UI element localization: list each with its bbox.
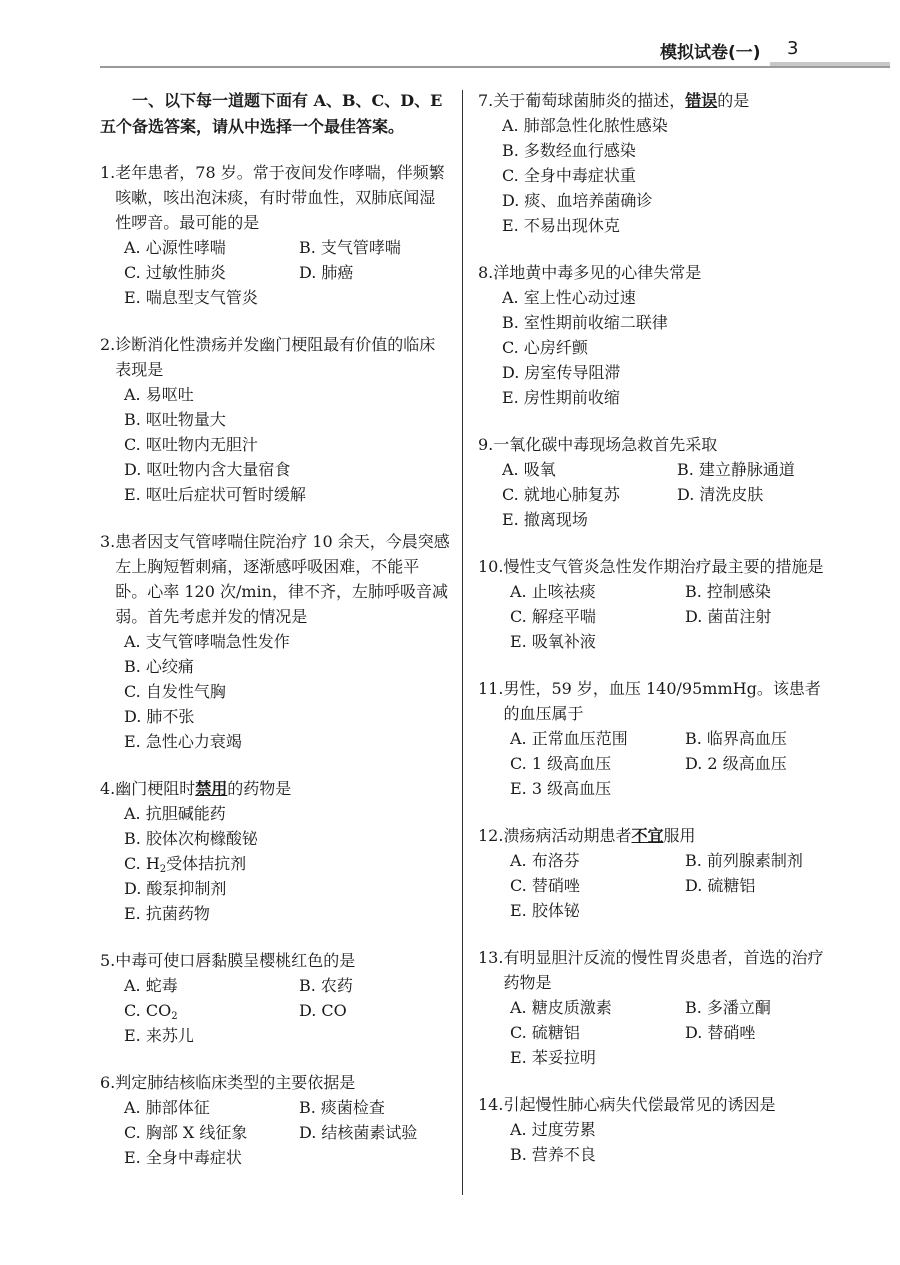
- question-2: [100, 332, 450, 507]
- header-title: 模拟试卷(一): [660, 43, 761, 63]
- option-e: E. 房性期前收缩: [502, 388, 620, 407]
- option-d: D. 酸泵抑制剂: [124, 879, 227, 898]
- question-1: [100, 160, 450, 310]
- option-e: E. 喘息型支气管炎: [124, 288, 258, 307]
- option-b: B. 控制感染: [685, 582, 771, 601]
- stem-emphasis: 禁用: [195, 779, 228, 798]
- question-stem: 洋地黄中毒多见的心律失常是: [493, 263, 702, 282]
- option-c: [124, 998, 299, 1023]
- option-a: A. 心源性哮喘: [124, 238, 226, 257]
- option-a: A. 肺部体征: [124, 1098, 210, 1117]
- option-a: A. 室上性心动过速: [502, 288, 636, 307]
- stem-part: 服用: [663, 826, 696, 845]
- option-a: A. 布洛芬: [510, 851, 580, 870]
- question-stem: 中毒可使口唇黏膜呈樱桃红色的是: [115, 951, 356, 970]
- option-e: E. 全身中毒症状: [124, 1148, 242, 1167]
- stem-part: 幽门梗阻时: [115, 779, 196, 798]
- option-d: D. 肺不张: [124, 707, 195, 726]
- question-10: [478, 554, 828, 654]
- question-5: [100, 948, 450, 1048]
- option-b: B. 胶体次枸橼酸铋: [124, 829, 258, 848]
- option-c: C. 全身中毒症状重: [502, 166, 636, 185]
- option-b: B. 多数经血行感染: [502, 141, 636, 160]
- option-a: A. 蛇毒: [124, 976, 178, 995]
- option-c: C. 替硝唑: [510, 876, 580, 895]
- option-d: D. 2 级高血压: [685, 754, 787, 773]
- section-instruction: 一、以下每一道题下面有 A、B、C、D、E 五个备选答案，请从中选择一个最佳答案。: [100, 91, 443, 136]
- stem-part: 的是: [717, 91, 750, 110]
- option-d: D. 硫糖铝: [685, 876, 756, 895]
- question-stem: 引起慢性肺心病失代偿最常见的诱因是: [503, 1095, 776, 1114]
- right-column: [478, 88, 828, 1189]
- option-e: E. 3 级高血压: [510, 779, 612, 798]
- option-e: E. 急性心力衰竭: [124, 732, 242, 751]
- question-stem: 诊断消化性溃疡并发幽门梗阻最有价值的临床表现是: [115, 335, 436, 379]
- option-b: B. 临界高血压: [685, 729, 787, 748]
- stem-emphasis: 错误: [685, 91, 718, 110]
- question-stem: 慢性支气管炎急性发作期治疗最主要的措施是: [503, 557, 824, 576]
- option-e: E. 不易出现休克: [502, 216, 620, 235]
- option-b: B. 农药: [299, 976, 353, 995]
- page-number: 3: [787, 38, 799, 59]
- option-b: B. 呕吐物量大: [124, 410, 226, 429]
- stem-part: 的药物是: [227, 779, 292, 798]
- question-stem: 有明显胆汁反流的慢性胃炎患者，首选的治疗药物是: [503, 948, 824, 992]
- stem-part: 溃疡病活动期患者: [503, 826, 632, 845]
- question-11: [478, 676, 828, 801]
- stem-part: 关于葡萄球菌肺炎的描述，: [493, 91, 686, 110]
- question-stem: [503, 823, 828, 848]
- option-c: C. 心房纤颤: [502, 338, 588, 357]
- option-e: E. 胶体铋: [510, 901, 580, 920]
- option-c: C. 就地心肺复苏: [502, 485, 620, 504]
- option-a: A. 支气管哮喘急性发作: [124, 632, 290, 651]
- option-d: D. 菌苗注射: [685, 607, 772, 626]
- question-stem: 男性，59 岁，血压 140/95mmHg。该患者的血压属于: [503, 679, 821, 723]
- option-b: B. 心绞痛: [124, 657, 194, 676]
- option-d: D. 结核菌素试验: [299, 1123, 418, 1142]
- option-b: B. 多潘立酮: [685, 998, 771, 1017]
- subscript: 2: [171, 1011, 178, 1022]
- option-b: B. 建立静脉通道: [677, 460, 795, 479]
- option-e: E. 吸氧补液: [510, 632, 596, 651]
- question-9: [478, 432, 828, 532]
- question-stem: [493, 88, 828, 113]
- question-number: 4.: [100, 779, 116, 798]
- option-d: D. 痰、血培养菌确诊: [502, 191, 653, 210]
- question-stem: 老年患者，78 岁。常于夜间发作哮喘，伴频繁咳嗽，咳出泡沫痰，有时带血性，双肺底闻湿性啰音。最可能的是: [115, 163, 445, 232]
- question-number: 2.: [100, 335, 116, 354]
- question-number: 12.: [478, 826, 504, 845]
- question-number: 5.: [100, 951, 116, 970]
- question-number: 14.: [478, 1095, 504, 1114]
- option-a: A. 肺部急性化脓性感染: [502, 116, 668, 135]
- option-d: D. 房室传导阻滞: [502, 363, 621, 382]
- option-a: A. 过度劳累: [510, 1120, 596, 1139]
- option-e: E. 抗菌药物: [124, 904, 210, 923]
- option-text: C. CO: [124, 1001, 172, 1020]
- question-13: [478, 945, 828, 1070]
- question-stem: 一氧化碳中毒现场急救首先采取: [493, 435, 718, 454]
- option-d: D. CO: [299, 1001, 347, 1020]
- option-c: C. 1 级高血压: [510, 754, 612, 773]
- question-number: 13.: [478, 948, 504, 967]
- question-stem: [115, 776, 450, 801]
- question-14: [478, 1092, 828, 1167]
- option-c: C. 自发性气胸: [124, 682, 226, 701]
- question-number: 9.: [478, 435, 494, 454]
- option-d: D. 呕吐物内含大量宿食: [124, 460, 291, 479]
- option-e: E. 来苏儿: [124, 1026, 194, 1045]
- option-c: C. 胸部 X 线征象: [124, 1123, 248, 1142]
- option-a: A. 糖皮质激素: [510, 998, 612, 1017]
- question-number: 3.: [100, 532, 116, 551]
- header-rule: [100, 66, 890, 68]
- option-e: E. 撤离现场: [502, 510, 588, 529]
- question-7: [478, 88, 828, 238]
- option-a: A. 抗胆碱能药: [124, 804, 226, 823]
- question-number: 8.: [478, 263, 494, 282]
- option-c: C. 过敏性肺炎: [124, 263, 226, 282]
- page-header: [0, 0, 900, 70]
- question-6: [100, 1070, 450, 1170]
- question-4: [100, 776, 450, 926]
- question-8: [478, 260, 828, 410]
- left-column: [100, 88, 450, 1192]
- question-number: 6.: [100, 1073, 116, 1092]
- question-number: 10.: [478, 557, 504, 576]
- option-c: [124, 851, 450, 876]
- option-c: C. 解痉平喘: [510, 607, 596, 626]
- option-text: 受体拮抗剂: [166, 854, 247, 873]
- option-c: C. 呕吐物内无胆汁: [124, 435, 258, 454]
- option-text: C. H: [124, 854, 160, 873]
- question-12: [478, 823, 828, 923]
- option-c: C. 硫糖铝: [510, 1023, 580, 1042]
- question-number: 7.: [478, 91, 494, 110]
- option-a: A. 正常血压范围: [510, 729, 628, 748]
- question-number: 1.: [100, 163, 116, 182]
- option-a: A. 吸氧: [502, 460, 556, 479]
- option-e: E. 苯妥拉明: [510, 1048, 596, 1067]
- option-b: B. 室性期前收缩二联律: [502, 313, 668, 332]
- question-3: [100, 529, 450, 754]
- option-b: B. 前列腺素制剂: [685, 851, 803, 870]
- question-number: 11.: [478, 679, 504, 698]
- option-d: D. 肺癌: [299, 263, 354, 282]
- question-stem: 判定肺结核临床类型的主要依据是: [115, 1073, 356, 1092]
- option-a: A. 止咳祛痰: [510, 582, 596, 601]
- option-b: B. 痰菌检查: [299, 1098, 385, 1117]
- option-d: D. 清洗皮肤: [677, 485, 764, 504]
- question-stem: 患者因支气管哮喘住院治疗 10 余天，今晨突感左上胸短暂刺痛，逐渐感呼吸困难，不能平卧。心率 120 次/min，律不齐，左肺呼吸音减弱。首先考虑并发的情况是: [115, 532, 450, 626]
- option-e: E. 呕吐后症状可暂时缓解: [124, 485, 306, 504]
- option-d: D. 替硝唑: [685, 1023, 756, 1042]
- subscript: 2: [159, 864, 167, 875]
- option-b: B. 支气管哮喘: [299, 238, 401, 257]
- stem-emphasis: 不宜: [631, 826, 664, 845]
- option-b: B. 营养不良: [510, 1145, 596, 1164]
- option-a: A. 易呕吐: [124, 385, 194, 404]
